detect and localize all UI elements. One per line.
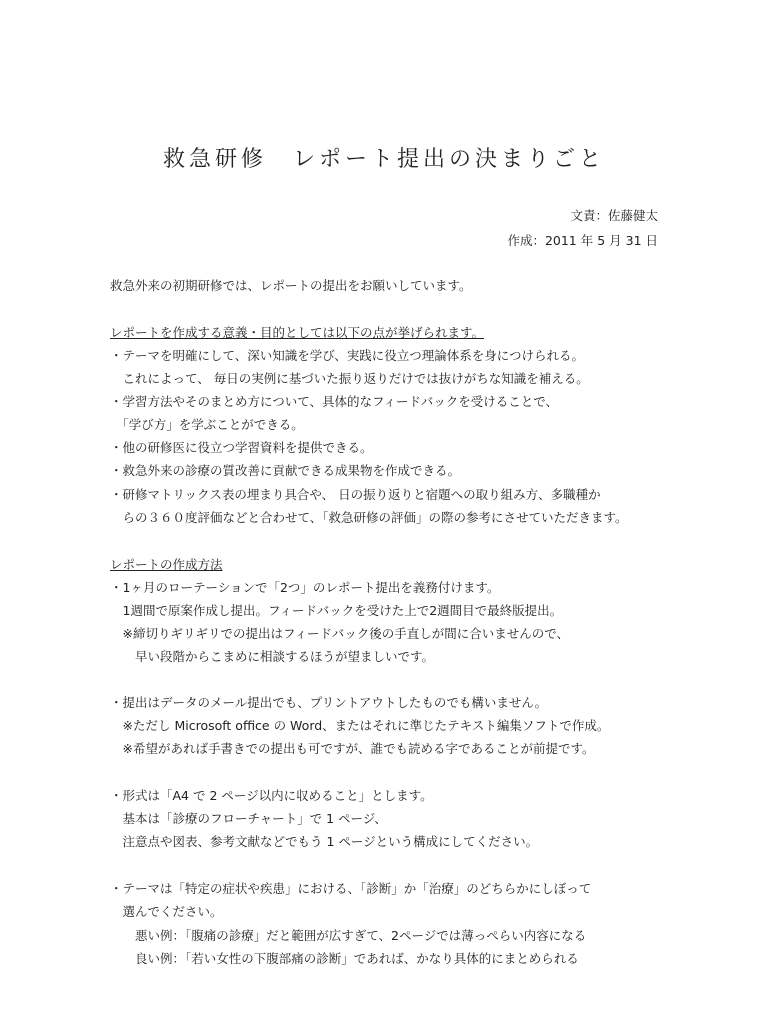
author-line: 文責：佐藤健太	[570, 208, 658, 223]
method-line: 早い段階からこまめに相談するほうが望ましいです。	[110, 649, 435, 664]
method-line: 選んでください。	[110, 904, 223, 919]
method-line: ・テーマは「特定の症状や疾患」における、「診断」か「治療」のどちらかにしぼって	[110, 881, 592, 896]
method-line: ・提出はデータのメール提出でも、プリントアウトしたものでも構いません。	[110, 695, 548, 710]
purpose-line: 「学び方」を学ぶことができる。	[110, 417, 304, 432]
purpose-line: ・他の研修医に役立つ学習資料を提供できる。	[110, 440, 373, 455]
purpose-line: らの３６０度評価などと合わせて、「救急研修の評価」の際の参考にさせていただきます。	[110, 510, 628, 525]
purpose-line: ・学習方法やそのまとめ方について、具体的なフィードバックを受けることで、	[110, 394, 559, 409]
purpose-line: ・テーマを明確にして、深い知識を学び、実践に役立つ理論体系を身につけられる。	[110, 348, 585, 363]
method-line: ※ただし Microsoft office の Word、またはそれに準じたテキスト編集ソフトで作成。	[110, 718, 610, 733]
bad-example-line: 悪い例：「腹痛の診療」だと範囲が広すぎて、2ページでは薄っぺらい内容になる	[110, 928, 587, 943]
purpose-line: これによって、 毎日の実例に基づいた振り返りだけでは抜けがちな知識を補える。	[110, 371, 589, 386]
purpose-line: ・救急外来の診療の質改善に貢献できる成果物を作成できる。	[110, 463, 461, 478]
section-heading-method: レポートの作成方法	[110, 557, 223, 572]
method-line: ※締切りギリギリでの提出はフィードバック後の手直しが間に合いませんので、	[110, 626, 569, 641]
method-line: ・形式は「A4 で 2 ページ以内に収めること」とします。	[110, 788, 433, 803]
purpose-line: ・研修マトリックス表の埋まり具合や、 日の振り返りと宿題への取り組み方、多職種か	[110, 487, 601, 502]
good-example-line: 良い例：「若い女性の下腹部痛の診断」であれば、かなり具体的にまとめられる	[110, 951, 579, 966]
method-line: 基本は「診療のフローチャート」で 1 ページ、	[110, 811, 387, 826]
intro-paragraph: 救急外来の初期研修では、レポートの提出をお願いしています。	[110, 278, 472, 293]
method-line: 注意点や図表、参考文献などでもう 1 ページという構成にしてください。	[110, 834, 539, 849]
created-date: 作成：2011 年 5 月 31 日	[507, 233, 658, 248]
method-line: 1週間で原案作成し提出。フィードバックを受けた上で2週間目で最終版提出。	[110, 603, 563, 618]
method-line: ※希望があれば手書きでの提出も可ですが、誰でも読める字であることが前提です。	[110, 741, 595, 756]
method-line: ・1ヶ月のローテーションで「2つ」のレポート提出を義務付けます。	[110, 580, 500, 595]
section-heading-purpose: レポートを作成する意義・目的としては以下の点が挙げられます。	[110, 325, 485, 340]
document-title: 救急研修 レポート提出の決まりごと	[162, 147, 605, 172]
